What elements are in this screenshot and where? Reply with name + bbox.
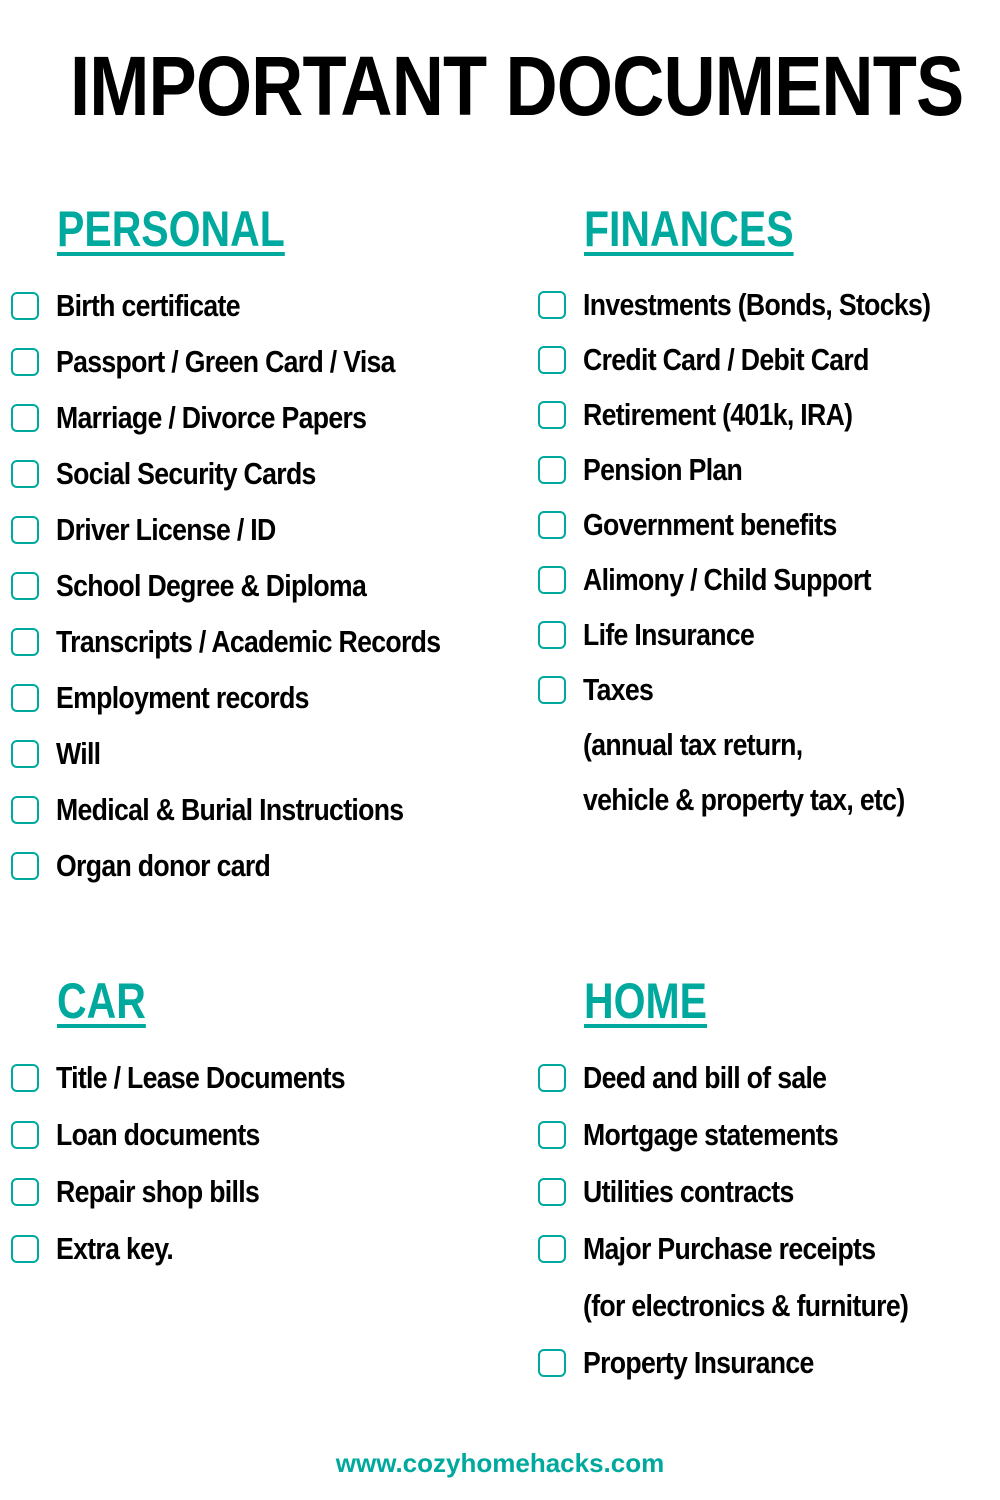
checklist-item[interactable] [11,1060,392,1096]
checkbox[interactable] [11,348,39,376]
item-label: Credit Card / Debit Card [583,342,869,377]
checklist-item[interactable] [11,680,350,716]
item-label: Organ donor card [56,848,271,883]
checkbox[interactable] [538,1178,566,1206]
item-label: Government benefits [583,507,837,542]
checkbox[interactable] [538,511,566,539]
section-home [538,972,1000,1392]
item-label: Taxes [583,672,654,707]
checklist-item[interactable] [538,507,878,543]
checklist-item[interactable] [11,736,108,772]
checkbox[interactable] [538,1121,566,1149]
checkbox[interactable] [11,740,39,768]
page-title: IMPORTANT DOCUMENTS [70,39,964,133]
checkbox[interactable] [11,1178,39,1206]
checkbox[interactable] [538,401,566,429]
checkbox[interactable] [11,1121,39,1149]
item-label: Major Purchase receipts [583,1231,876,1266]
checklist-item-note [538,782,957,818]
checklist-item[interactable] [538,1345,851,1381]
item-label: Utilities contracts [583,1174,794,1209]
checklist-item[interactable] [538,1117,880,1153]
item-label: Driver License / ID [56,512,276,547]
checklist-item[interactable] [538,287,987,323]
checkbox[interactable] [11,796,39,824]
checkbox[interactable] [11,684,39,712]
section-heading: HOME [584,973,707,1029]
section-heading: CAR [57,973,146,1029]
item-label: Medical & Burial Instructions [56,792,404,827]
checklist-item[interactable] [11,456,358,492]
item-label: Alimony / Child Support [583,562,871,597]
checkbox[interactable] [538,621,566,649]
checkbox[interactable] [11,460,39,488]
checkbox[interactable] [11,572,39,600]
item-label: Deed and bill of sale [583,1060,827,1095]
checklist-item[interactable] [538,342,915,378]
item-label: Birth certificate [56,288,240,323]
checklist-item[interactable] [11,792,460,828]
checkbox[interactable] [538,1235,566,1263]
website-link[interactable]: www.cozyhomehacks.com [335,1448,665,1478]
checklist-item[interactable] [538,562,918,598]
checklist-item[interactable] [11,1174,292,1210]
item-label: Employment records [56,680,309,715]
checkbox[interactable] [538,676,566,704]
checkbox[interactable] [538,456,566,484]
item-label: Marriage / Divorce Papers [56,400,367,435]
checkbox[interactable] [538,291,566,319]
checklist-item[interactable] [11,848,305,884]
checklist-item[interactable] [11,624,503,660]
checkbox[interactable] [538,346,566,374]
checklist-item[interactable] [11,1117,293,1153]
item-label: Pension Plan [583,452,743,487]
checkbox[interactable] [11,292,39,320]
checklist-item[interactable] [11,568,417,604]
item-label: Investments (Bonds, Stocks) [583,287,931,322]
checklist-item[interactable] [538,1231,923,1267]
checklist-item[interactable] [538,617,782,653]
section-finances [538,200,1000,840]
section-car [11,972,501,1292]
checklist-item[interactable] [538,397,896,433]
item-label: Property Insurance [583,1345,814,1380]
checklist-item[interactable] [11,344,450,380]
section-heading: PERSONAL [57,201,285,257]
section-heading: FINANCES [584,201,794,257]
item-label: Loan documents [56,1117,260,1152]
checklist-item[interactable] [538,1060,866,1096]
checkbox[interactable] [11,404,39,432]
item-label: vehicle & property tax, etc) [583,782,905,817]
section-personal [11,200,501,900]
checklist-item[interactable] [538,452,768,488]
checklist-item-note [538,1288,961,1324]
checkbox[interactable] [11,628,39,656]
item-label: Social Security Cards [56,456,316,491]
checklist-item[interactable] [11,400,417,436]
item-label: Title / Lease Documents [56,1060,345,1095]
checklist-item[interactable] [538,672,665,708]
item-label: (annual tax return, [583,727,803,762]
checklist-item-note [538,727,838,763]
checklist-item[interactable] [11,1231,192,1267]
item-label: Repair shop bills [56,1174,260,1209]
checklist-item[interactable] [11,512,311,548]
item-label: Will [56,736,101,771]
checklist-item[interactable] [11,288,270,324]
checkbox[interactable] [11,516,39,544]
item-label: School Degree & Diploma [56,568,367,603]
checkbox[interactable] [538,1349,566,1377]
item-label: Extra key. [56,1231,174,1266]
item-label: Life Insurance [583,617,755,652]
item-label: Passport / Green Card / Visa [56,344,395,379]
checkbox[interactable] [538,566,566,594]
checkbox[interactable] [11,1064,39,1092]
checkbox[interactable] [538,1064,566,1092]
item-label: Mortgage statements [583,1117,839,1152]
checklist-item[interactable] [538,1174,828,1210]
checkbox[interactable] [11,1235,39,1263]
item-label: (for electronics & furniture) [583,1288,909,1323]
checkbox[interactable] [11,852,39,880]
item-label: Retirement (401k, IRA) [583,397,853,432]
item-label: Transcripts / Academic Records [56,624,441,659]
